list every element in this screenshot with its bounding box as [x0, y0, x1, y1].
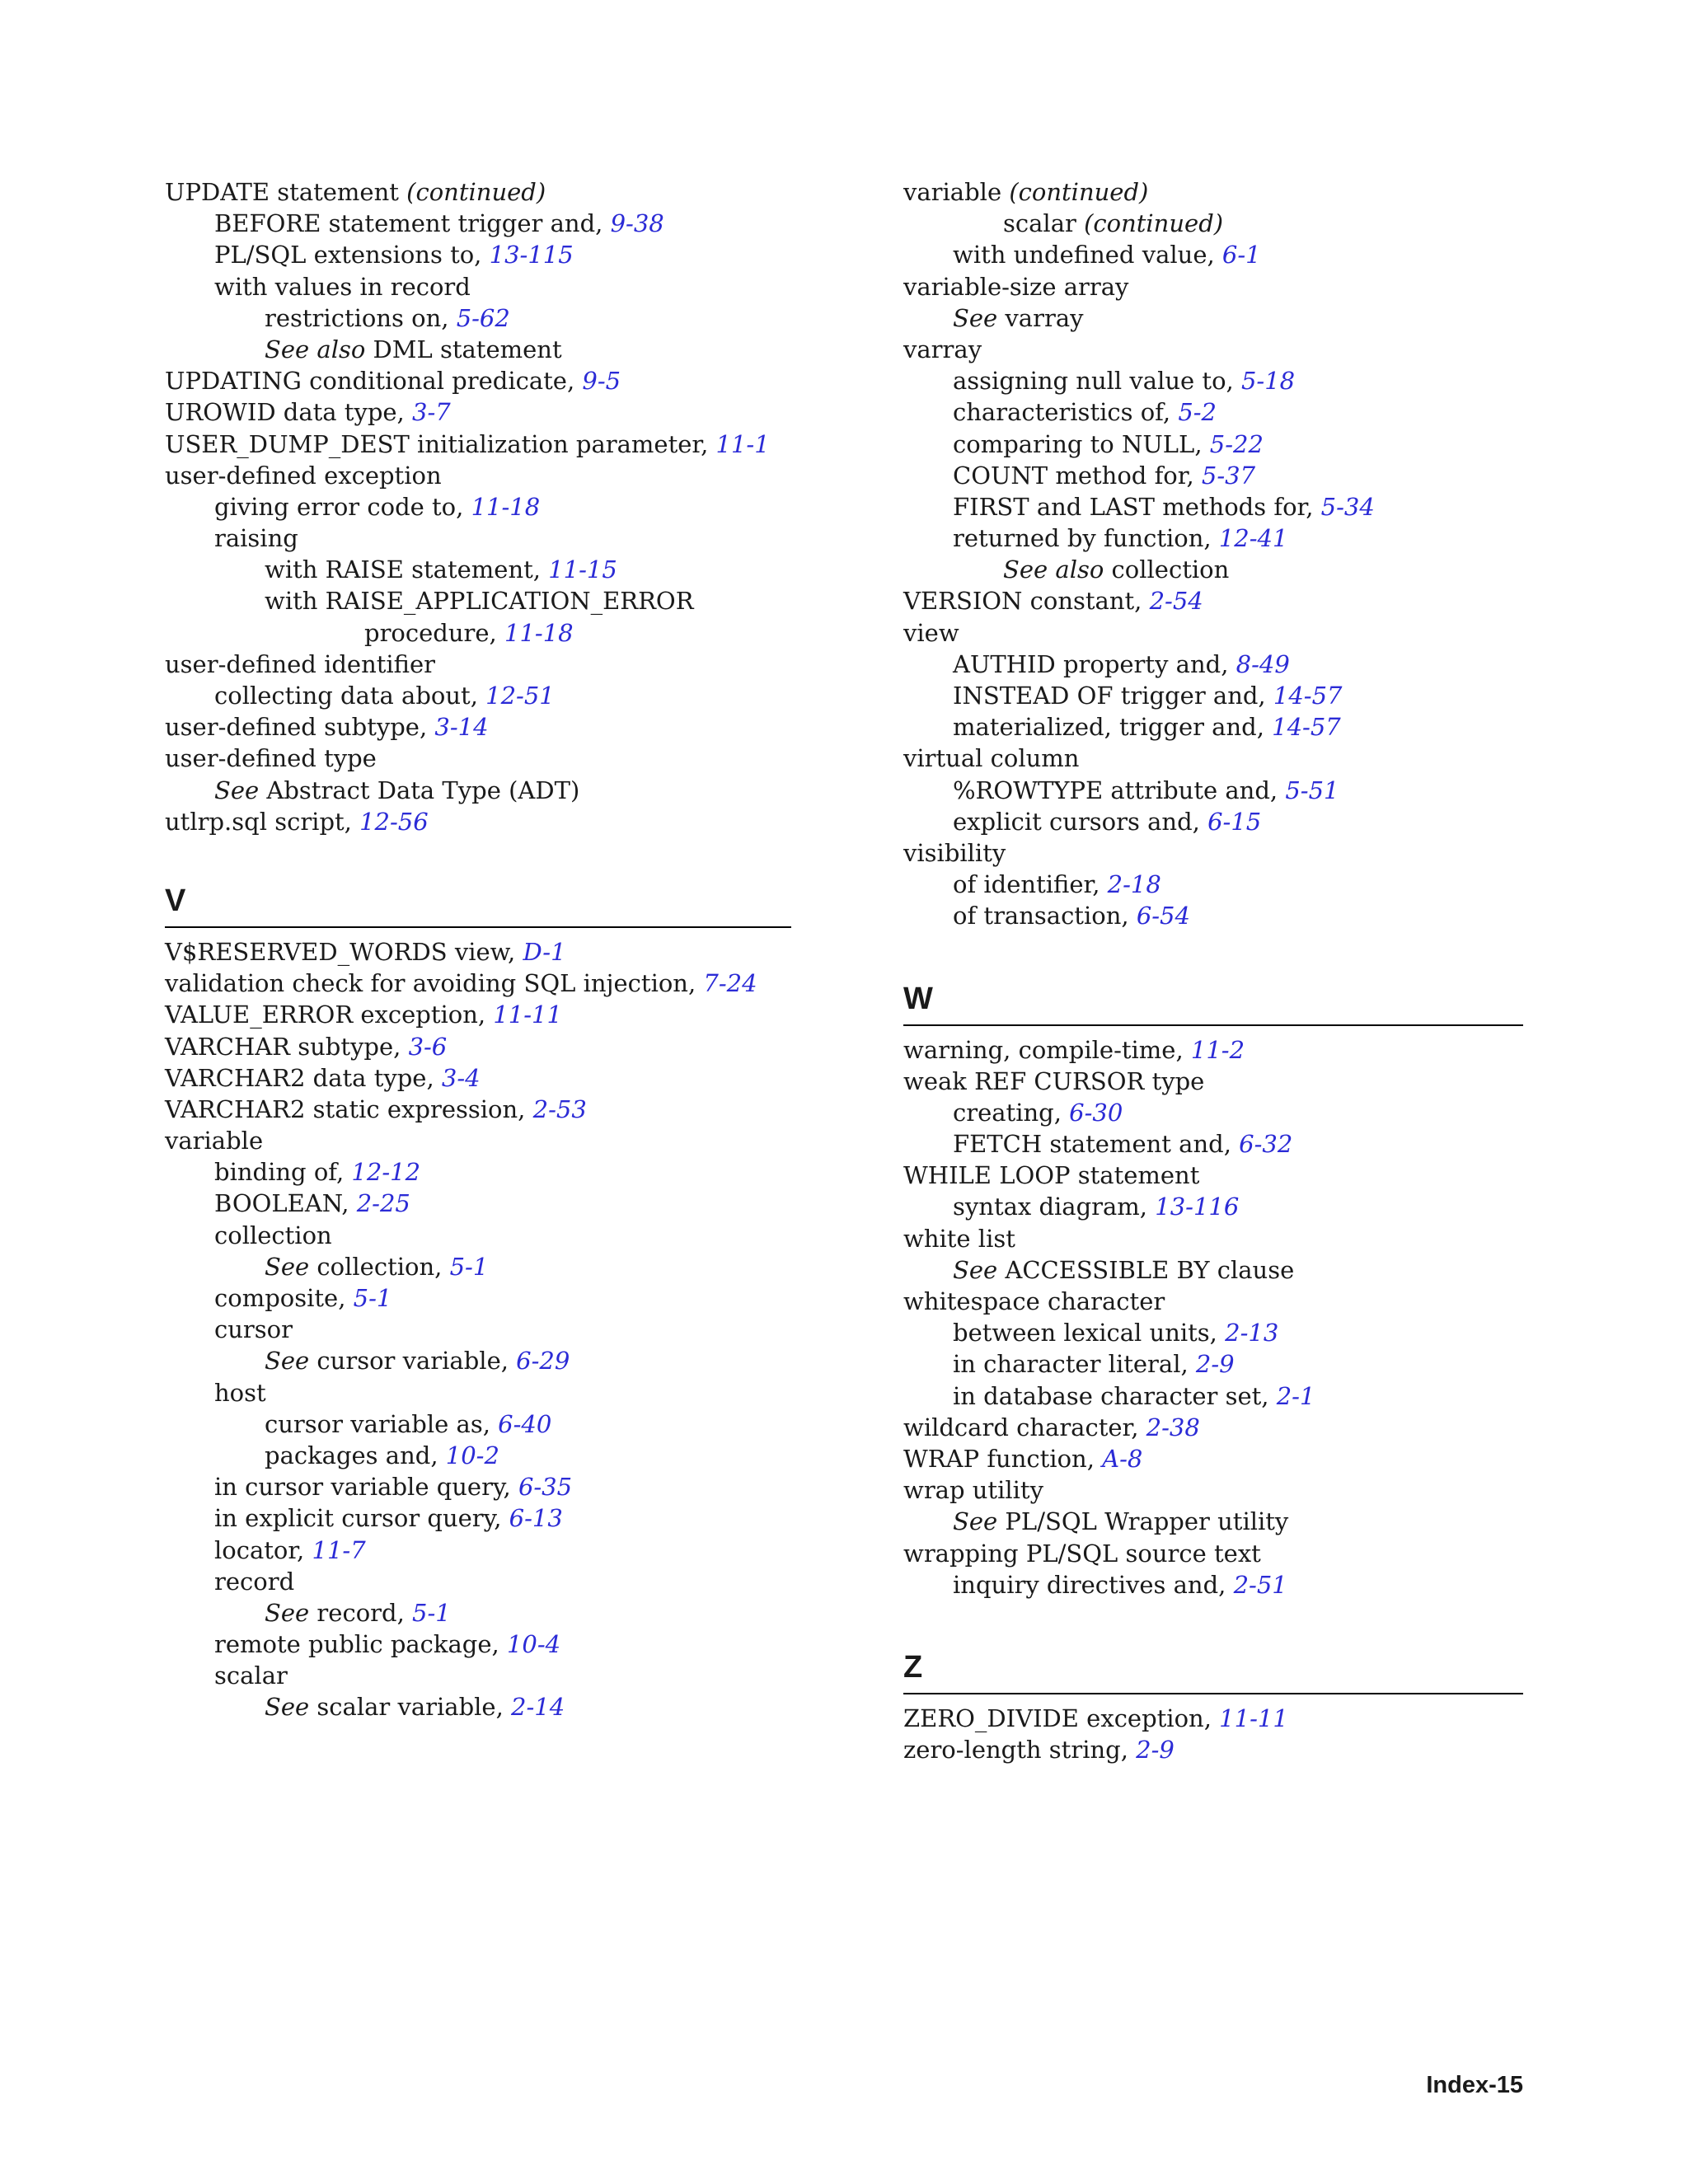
entry-text: white list	[903, 1224, 1015, 1253]
index-entry	[165, 176, 791, 208]
index-entry	[165, 711, 791, 743]
entry-text: cursor variable,	[309, 1347, 517, 1376]
entry-text: inquiry directives and,	[953, 1570, 1234, 1599]
index-entry	[903, 1066, 1523, 1097]
page-link[interactable]: 11-18	[504, 618, 574, 647]
entry-text: packages and,	[265, 1441, 446, 1469]
page-link[interactable]: 2-9	[1195, 1350, 1235, 1379]
entry-text: with values in record	[214, 272, 471, 301]
index-entry	[903, 271, 1523, 302]
index-entry	[165, 806, 791, 837]
page-link[interactable]: 5-1	[412, 1598, 451, 1627]
entry-text: varray	[903, 335, 982, 363]
see-reference-label: See also	[265, 335, 366, 363]
entry-text: restrictions on,	[265, 303, 457, 332]
entry-text: user-defined type	[165, 744, 377, 773]
entry-text: utlrp.sql script,	[165, 807, 360, 836]
page-link[interactable]: 10-2	[445, 1441, 499, 1469]
page-link[interactable]: 12-12	[351, 1158, 421, 1187]
index-entry	[165, 239, 791, 270]
page-link[interactable]: 2-13	[1225, 1319, 1279, 1347]
index-entry	[165, 1629, 791, 1660]
page-link[interactable]: 11-1	[715, 429, 770, 458]
entry-text: ACCESSIBLE BY clause	[997, 1255, 1295, 1284]
entry-text: with RAISE statement,	[265, 555, 549, 584]
index-entry	[165, 743, 791, 774]
page-link[interactable]: 3-7	[412, 398, 451, 427]
index-entry	[903, 1506, 1523, 1537]
entry-text: variable	[903, 178, 1010, 206]
index-entry	[165, 1597, 791, 1629]
entry-text: V$RESERVED_WORDS view,	[165, 937, 523, 966]
entry-text: ZERO_DIVIDE exception,	[903, 1704, 1220, 1732]
index-entry	[903, 806, 1523, 837]
index-entry	[903, 1538, 1523, 1569]
entry-text: VARCHAR subtype,	[165, 1032, 409, 1061]
entry-text: record	[214, 1567, 295, 1596]
index-entry	[903, 1128, 1523, 1160]
index-entry	[903, 649, 1523, 680]
entry-text: with RAISE_APPLICATION_ERROR	[265, 587, 694, 616]
entry-text: of identifier,	[953, 870, 1108, 899]
see-reference-label: See	[265, 1598, 310, 1627]
page-link[interactable]: 2-9	[1136, 1736, 1175, 1765]
index-entries	[165, 176, 791, 837]
page-link[interactable]: 11-2	[1190, 1035, 1245, 1064]
index-entry	[903, 1569, 1523, 1601]
page-link[interactable]: 12-41	[1218, 524, 1288, 553]
page-link[interactable]: 13-116	[1155, 1193, 1240, 1221]
entry-text: with undefined value,	[953, 241, 1222, 269]
index-entry	[903, 1097, 1523, 1128]
see-reference-label: See	[265, 1693, 310, 1722]
entry-text: warning, compile-time,	[903, 1035, 1191, 1064]
index-entry	[165, 1535, 791, 1566]
index-entry	[903, 176, 1523, 208]
index-entry	[165, 1691, 791, 1722]
index-entry	[165, 1062, 791, 1094]
continued-label: (continued)	[1084, 209, 1224, 238]
entry-text: UPDATE statement	[165, 178, 407, 206]
page-link[interactable]: 11-11	[1219, 1704, 1288, 1732]
entry-text: weak REF CURSOR type	[903, 1066, 1205, 1095]
entry-text: %ROWTYPE attribute and,	[953, 776, 1286, 804]
page-link[interactable]: 3-14	[434, 713, 489, 742]
index-entry	[903, 460, 1523, 491]
index-entry	[903, 1160, 1523, 1191]
page-link[interactable]: 5-51	[1285, 776, 1339, 804]
entry-text: collecting data about,	[214, 682, 486, 710]
see-reference-label: See	[953, 1255, 998, 1284]
see-reference-label: See	[265, 1252, 310, 1281]
index-entry	[903, 208, 1523, 239]
index-entry	[165, 460, 791, 491]
entry-text: USER_DUMP_DEST initialization parameter,	[165, 429, 716, 458]
page-link[interactable]: 11-15	[548, 555, 617, 584]
page-link[interactable]: 5-62	[456, 303, 510, 332]
page-link[interactable]: 2-38	[1146, 1413, 1200, 1441]
entry-text: VERSION constant,	[903, 587, 1150, 616]
index-entry	[903, 680, 1523, 711]
page-number: Index-15	[1426, 2072, 1523, 2098]
entry-text: BEFORE statement trigger and,	[214, 209, 611, 238]
entry-text: visibility	[903, 838, 1006, 867]
page-link[interactable]: 5-22	[1209, 429, 1264, 458]
entry-text: characteristics of,	[953, 398, 1179, 427]
entry-text: user-defined identifier	[165, 649, 436, 678]
page-link[interactable]: 5-2	[1178, 398, 1217, 427]
page-link[interactable]: 12-56	[359, 807, 429, 836]
index-entry	[165, 999, 791, 1030]
entry-text: cursor	[214, 1315, 293, 1344]
index-entry	[903, 837, 1523, 869]
index-entry	[903, 1191, 1523, 1222]
entry-text: user-defined subtype,	[165, 713, 435, 742]
page-link[interactable]: 2-51	[1233, 1570, 1287, 1599]
entry-text: VARCHAR2 data type,	[165, 1063, 442, 1092]
entry-text: record,	[309, 1598, 413, 1627]
index-entry	[903, 1034, 1523, 1066]
entry-text: in database character set,	[953, 1381, 1277, 1410]
index-entry	[903, 1317, 1523, 1348]
index-entry	[903, 239, 1523, 270]
entry-text: variable-size array	[903, 272, 1129, 301]
index-entries	[903, 1703, 1523, 1765]
see-reference-label: See	[214, 776, 260, 804]
index-entries	[165, 936, 791, 1723]
index-entry	[903, 1380, 1523, 1412]
page-link[interactable]: 6-13	[509, 1504, 563, 1533]
index-entry	[165, 968, 791, 999]
index-entry	[903, 900, 1523, 931]
entry-text: wrapping PL/SQL source text	[903, 1539, 1261, 1568]
entry-text: user-defined exception	[165, 461, 442, 490]
index-entry	[165, 1031, 791, 1062]
index-entry	[903, 429, 1523, 460]
page-link[interactable]: 3-6	[408, 1032, 448, 1061]
section-heading-w: W	[903, 973, 1523, 1026]
entry-text: in explicit cursor query,	[214, 1504, 509, 1533]
entry-text: INSTEAD OF trigger and,	[953, 682, 1273, 710]
page-link[interactable]: 2-1	[1276, 1381, 1315, 1410]
index-entry	[165, 1345, 791, 1376]
page-link[interactable]: 13-115	[489, 241, 574, 269]
index-entry	[903, 523, 1523, 554]
entry-text: varray	[997, 303, 1084, 332]
entry-text: FIRST and LAST methods for,	[953, 492, 1321, 521]
index-entry	[903, 1412, 1523, 1443]
entry-text: cursor variable as,	[265, 1409, 499, 1438]
entry-text: whitespace character	[903, 1287, 1165, 1315]
entry-text: variable	[165, 1127, 264, 1155]
index-entry	[165, 1156, 791, 1188]
entry-text: UPDATING conditional predicate,	[165, 367, 583, 396]
page-link[interactable]: 9-38	[610, 209, 664, 238]
continued-label: (continued)	[406, 178, 546, 206]
index-entry	[903, 711, 1523, 743]
entry-text: collection,	[309, 1252, 450, 1281]
index-entry	[903, 554, 1523, 585]
index-entries	[903, 176, 1523, 932]
page-link[interactable]: 11-7	[312, 1535, 366, 1564]
entry-text: in cursor variable query,	[214, 1473, 518, 1502]
page-link[interactable]: 11-18	[471, 492, 541, 521]
index-entry	[165, 1377, 791, 1408]
page-link[interactable]: 6-32	[1239, 1130, 1293, 1159]
page-link[interactable]: 6-40	[498, 1409, 552, 1438]
entry-text: remote public package,	[214, 1630, 507, 1659]
index-entry	[165, 1471, 791, 1502]
entry-text: zero-length string,	[903, 1736, 1137, 1765]
index-entry	[165, 554, 791, 585]
entry-text: scalar	[1003, 209, 1085, 238]
entry-text: WHILE LOOP statement	[903, 1161, 1200, 1190]
index-entry	[165, 617, 791, 649]
entry-text: binding of,	[214, 1158, 352, 1187]
entry-text: collection	[1104, 555, 1230, 584]
index-entry	[903, 1223, 1523, 1254]
entry-text: FETCH statement and,	[953, 1130, 1240, 1159]
entry-text: explicit cursors and,	[953, 807, 1208, 836]
index-entry	[165, 1660, 791, 1691]
entry-text: WRAP function,	[903, 1444, 1103, 1473]
index-entry	[903, 491, 1523, 523]
page-link[interactable]: 7-24	[703, 969, 757, 998]
entry-text: DML statement	[365, 335, 562, 363]
page-link[interactable]: 5-1	[449, 1252, 489, 1281]
page-link[interactable]: 6-1	[1221, 241, 1261, 269]
entry-text: between lexical units,	[953, 1319, 1226, 1347]
entry-text: materialized, trigger and,	[953, 713, 1273, 742]
continued-label: (continued)	[1009, 178, 1149, 206]
entry-text: scalar	[214, 1661, 288, 1690]
index-entry	[165, 1566, 791, 1597]
page-link[interactable]: 5-37	[1201, 461, 1256, 490]
entry-text: BOOLEAN,	[214, 1189, 357, 1218]
index-entries	[903, 1034, 1523, 1601]
page-link[interactable]: 5-1	[353, 1284, 392, 1312]
index-entry	[165, 208, 791, 239]
page-link[interactable]: 6-54	[1136, 902, 1190, 930]
entry-text: PL/SQL extensions to,	[214, 241, 490, 269]
page-link[interactable]: 6-15	[1207, 807, 1262, 836]
index-entry	[165, 1220, 791, 1251]
entry-text: of transaction,	[953, 902, 1137, 930]
entry-text: PL/SQL Wrapper utility	[997, 1507, 1289, 1536]
page-link[interactable]: 2-54	[1149, 587, 1203, 616]
page-link[interactable]: A-8	[1102, 1444, 1143, 1473]
index-entry	[165, 271, 791, 302]
entry-text: raising	[214, 524, 298, 553]
entry-text: virtual column	[903, 744, 1080, 773]
page-link[interactable]: 2-25	[356, 1189, 410, 1218]
page-link[interactable]: 6-29	[516, 1347, 570, 1376]
entry-text: collection	[214, 1221, 332, 1249]
page-link[interactable]: 5-18	[1240, 367, 1296, 396]
index-entry	[165, 936, 791, 968]
index-entry	[165, 1440, 791, 1471]
page-link[interactable]: 11-11	[493, 1001, 562, 1029]
index-entry	[165, 1314, 791, 1345]
entry-text: Abstract Data Type (ADT)	[259, 776, 580, 804]
index-entry	[903, 869, 1523, 900]
entry-text: COUNT method for,	[953, 461, 1202, 490]
left-column	[165, 176, 791, 1723]
entry-text: VARCHAR2 static expression,	[165, 1094, 533, 1123]
page-link[interactable]: 14-57	[1273, 682, 1343, 710]
index-entry	[165, 1094, 791, 1125]
page-link[interactable]: 2-53	[532, 1094, 587, 1123]
index-entry	[903, 743, 1523, 774]
page-link[interactable]: 2-14	[511, 1693, 565, 1722]
page-link[interactable]: 8-49	[1236, 649, 1290, 678]
entry-text: giving error code to,	[214, 492, 471, 521]
page-link[interactable]: 2-18	[1107, 870, 1161, 899]
index-entry	[903, 1254, 1523, 1286]
see-reference-label: See	[953, 303, 998, 332]
entry-text: returned by function,	[953, 524, 1219, 553]
index-entry	[903, 1734, 1523, 1765]
entry-text: in character literal,	[953, 1350, 1196, 1379]
index-entry	[903, 365, 1523, 396]
index-entry	[165, 1502, 791, 1534]
index-entry	[903, 1443, 1523, 1474]
see-reference-label: See also	[1003, 555, 1104, 584]
page-link[interactable]: 6-35	[518, 1473, 573, 1502]
entry-text: comparing to NULL,	[953, 429, 1210, 458]
entry-text: composite,	[214, 1284, 354, 1312]
index-entry	[903, 1286, 1523, 1317]
entry-text: procedure,	[364, 618, 504, 647]
entry-text: view	[903, 618, 959, 647]
index-entry	[165, 1188, 791, 1219]
index-entry	[903, 396, 1523, 428]
index-entry	[165, 585, 791, 616]
page-link[interactable]: D-1	[523, 937, 566, 966]
page-link[interactable]: 14-57	[1272, 713, 1341, 742]
index-entry	[903, 302, 1523, 334]
index-entry	[903, 1348, 1523, 1380]
page-link[interactable]: 3-4	[441, 1063, 481, 1092]
entry-text: creating,	[953, 1098, 1070, 1127]
index-entry	[165, 302, 791, 334]
section-heading-z: Z	[903, 1642, 1523, 1694]
index-entry	[165, 491, 791, 523]
index-entry	[903, 775, 1523, 806]
index-entry	[165, 680, 791, 711]
entry-text: host	[214, 1378, 266, 1407]
entry-text: VALUE_ERROR exception,	[165, 1001, 494, 1029]
entry-text: AUTHID property and,	[953, 649, 1236, 678]
entry-text: validation check for avoiding SQL injection,	[165, 969, 704, 998]
index-entry	[165, 396, 791, 428]
index-entry	[165, 429, 791, 460]
index-entry	[165, 649, 791, 680]
see-reference-label: See	[265, 1347, 310, 1376]
page-link[interactable]: 10-4	[506, 1630, 561, 1659]
index-entry	[903, 585, 1523, 616]
index-entry	[903, 617, 1523, 649]
index-entry	[903, 334, 1523, 365]
page-link[interactable]: 12-51	[485, 682, 555, 710]
index-entry	[165, 775, 791, 806]
index-entry	[165, 523, 791, 554]
entry-text: locator,	[214, 1535, 312, 1564]
index-entry	[165, 1251, 791, 1282]
right-column	[903, 176, 1523, 1765]
section-heading-v: V	[165, 875, 791, 928]
entry-text: syntax diagram,	[953, 1193, 1156, 1221]
index-entry	[903, 1703, 1523, 1734]
index-entry	[165, 365, 791, 396]
entry-text: wildcard character,	[903, 1413, 1146, 1441]
index-entry	[165, 1408, 791, 1440]
entry-text: UROWID data type,	[165, 398, 412, 427]
index-entry	[165, 334, 791, 365]
entry-text: assigning null value to,	[953, 367, 1241, 396]
page-link[interactable]: 9-5	[582, 367, 621, 396]
page-link[interactable]: 6-30	[1069, 1098, 1123, 1127]
see-reference-label: See	[953, 1507, 998, 1536]
index-entry	[165, 1282, 791, 1314]
index-entry	[903, 1474, 1523, 1506]
index-entry	[165, 1125, 791, 1156]
page-link[interactable]: 5-34	[1320, 492, 1375, 521]
entry-text: wrap utility	[903, 1476, 1043, 1505]
entry-text: scalar variable,	[309, 1693, 512, 1722]
